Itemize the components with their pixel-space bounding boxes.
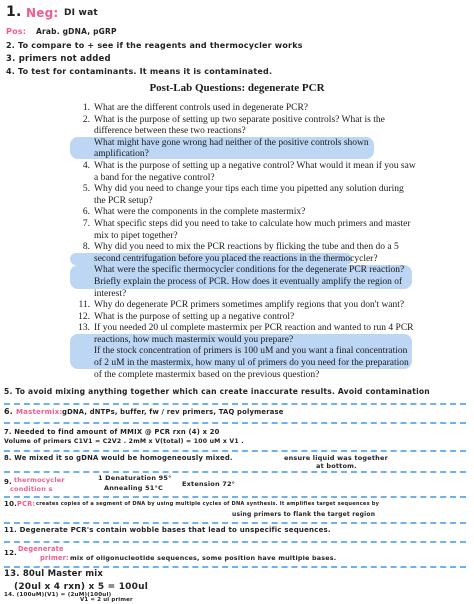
answer-13-line-2: (20ul x 4 rxn) x 5 = 100ul <box>14 582 148 592</box>
question-number: 5. <box>82 184 90 195</box>
answer-10-number: 10. <box>4 500 18 508</box>
answer-13-line-1: 13. 80ul Master mix <box>4 569 104 579</box>
divider <box>4 522 466 524</box>
answer-8-note-1: ensure liquid was together <box>284 454 388 462</box>
answer-12-label-1: Degenerate <box>18 545 64 553</box>
note-3: 3. primers not added <box>6 54 111 64</box>
question-item <box>76 207 416 219</box>
answer-14-line-1: 14. (100uM)(V1) = (2uM)(100ul) <box>4 592 112 598</box>
answer-12-number: 12. <box>4 549 18 557</box>
note-1-label: Neg: <box>26 6 59 20</box>
answer-9-number: 9. <box>4 478 12 486</box>
answer-8-note-2: at bottom. <box>316 462 357 470</box>
divider <box>4 422 466 424</box>
question-item <box>76 265 416 277</box>
note-1-number: 1. <box>6 4 22 20</box>
question-text: Why do degenerate PCR primers sometimes amplify regions that you don't want? <box>94 300 405 311</box>
divider <box>4 403 466 405</box>
question-text: What is the purpose of setting up two separate positive controls? What is the difference between these two reactions? <box>94 114 385 137</box>
question-text: If the stock concentration of primers is 100 uM and you want a final concentration of 2 uM in the mastermix, how many ul of primers do you need for the preparation of the complete mastermix based on the previous question? <box>94 346 409 380</box>
answer-6-label: Mastermix: <box>16 408 63 416</box>
note-1-value: DI wat <box>64 8 98 18</box>
answer-10-note: using primers to flank the target region <box>232 511 376 518</box>
question-number: 4. <box>82 160 90 171</box>
answer-5: 5. To avoid mixing anything together which can create inaccurate results. Avoid contamination <box>4 387 430 396</box>
answer-8: 8. We mixed it so gDNA would be homogeneously mixed. <box>4 454 233 462</box>
answer-9-label-2: condition s <box>10 485 53 493</box>
question-item <box>76 323 416 346</box>
answer-7-line-2: Volume of primers C1V1 = C2V2 . 2mM x V(total) = 100 uM x V1 . <box>4 438 244 445</box>
answer-14-line-2: V1 = 2 ul primer <box>80 597 133 603</box>
question-number: 6. <box>82 207 90 218</box>
question-item <box>76 242 416 265</box>
question-item <box>76 312 416 324</box>
note-4: 4. To test for contaminants. It means it is contaminated. <box>6 67 273 76</box>
answer-7-line-1: 7. Needed to find amount of MMIX @ PCR rxn (4) x 20 <box>4 428 220 436</box>
page-title: Post-Lab Questions: degenerate PCR <box>149 82 325 94</box>
question-item <box>76 115 416 138</box>
question-number: 11. <box>78 300 90 311</box>
question-item <box>76 161 416 184</box>
question-text: If you needed 20 ul complete mastermix per PCR reaction and wanted to run 4 PCR reactions, how much mastermix would you prepare? <box>94 323 414 345</box>
question-text: Briefly explain the process of PCR. How does it eventually amplify the region of interest? <box>94 276 403 299</box>
question-item <box>76 277 416 300</box>
question-text: Why did you need to mix the PCR reactions by flicking the tube and then do a 5 second centrifugation before you placed the reactions in the thermocycler? <box>94 242 399 264</box>
question-text: What were the specific thermocycler conditions for the degenerate PCR reaction? <box>94 265 405 276</box>
answer-12-text: mix of oligonucleotide sequences, some position have multiple bases. <box>70 554 337 562</box>
answer-10-label: PCR: <box>17 500 36 508</box>
answer-11: 11. Degenerate PCR's contain wobble bases that lead to unspecific sequences. <box>4 526 331 534</box>
note-2: 2. To compare to + see if the reagents and thermocycler works <box>6 41 303 50</box>
question-item <box>76 300 416 312</box>
answer-10-text: creates copies of a segment of DNA by using multiple cycles of DNA synthesis. It amplifies target sequences by <box>36 501 380 507</box>
divider <box>4 566 466 568</box>
question-item <box>76 346 416 381</box>
question-item <box>76 184 416 207</box>
note-pos-label: Pos: <box>6 27 27 36</box>
answer-6-number: 6. <box>4 407 14 416</box>
answer-9-label-1: thermocycler <box>14 476 65 484</box>
question-text: What were the components in the complete mastermix? <box>94 207 306 218</box>
question-list <box>76 103 416 381</box>
question-item <box>76 219 416 242</box>
question-text: What is the purpose of setting up a negative control? What would it mean if you saw a band for the negative control? <box>94 160 416 183</box>
question-text: What is the purpose of setting up a negative control? <box>94 311 295 322</box>
answer-9-condition-1: 1 Denaturation 95° <box>98 474 172 482</box>
divider <box>4 496 466 498</box>
answer-12-label-2: primer: <box>40 554 69 562</box>
question-number: 7. <box>82 218 90 229</box>
answer-9-condition-3: Extension 72° <box>182 480 236 488</box>
question-item <box>76 103 416 115</box>
question-text: What might have gone wrong had neither of the positive controls shown amplification? <box>94 137 369 160</box>
divider <box>4 471 466 473</box>
question-number: 12. <box>78 311 90 322</box>
note-pos-value: Arab. gDNA, pGRP <box>36 27 117 36</box>
divider <box>4 541 466 543</box>
question-text: What are the different controls used in degenerate PCR? <box>94 103 309 113</box>
question-text: What specific steps did you need to take to calculate how much primers and master mix to pipet together? <box>94 218 411 241</box>
question-item <box>76 138 416 161</box>
divider <box>4 450 466 452</box>
question-number: 2. <box>82 114 90 125</box>
question-number: 13. <box>78 323 90 334</box>
answer-6-text: gDNA, dNTPs, buffer, fw / rev primers, TAQ polymerase <box>62 408 284 416</box>
question-number: 1. <box>82 103 90 113</box>
question-text: Why did you need to change your tips each time you pipetted any solution during the PCR setup? <box>94 184 404 206</box>
answer-9-condition-2: Annealing 51°C <box>104 484 163 492</box>
question-number: 8. <box>82 242 90 253</box>
